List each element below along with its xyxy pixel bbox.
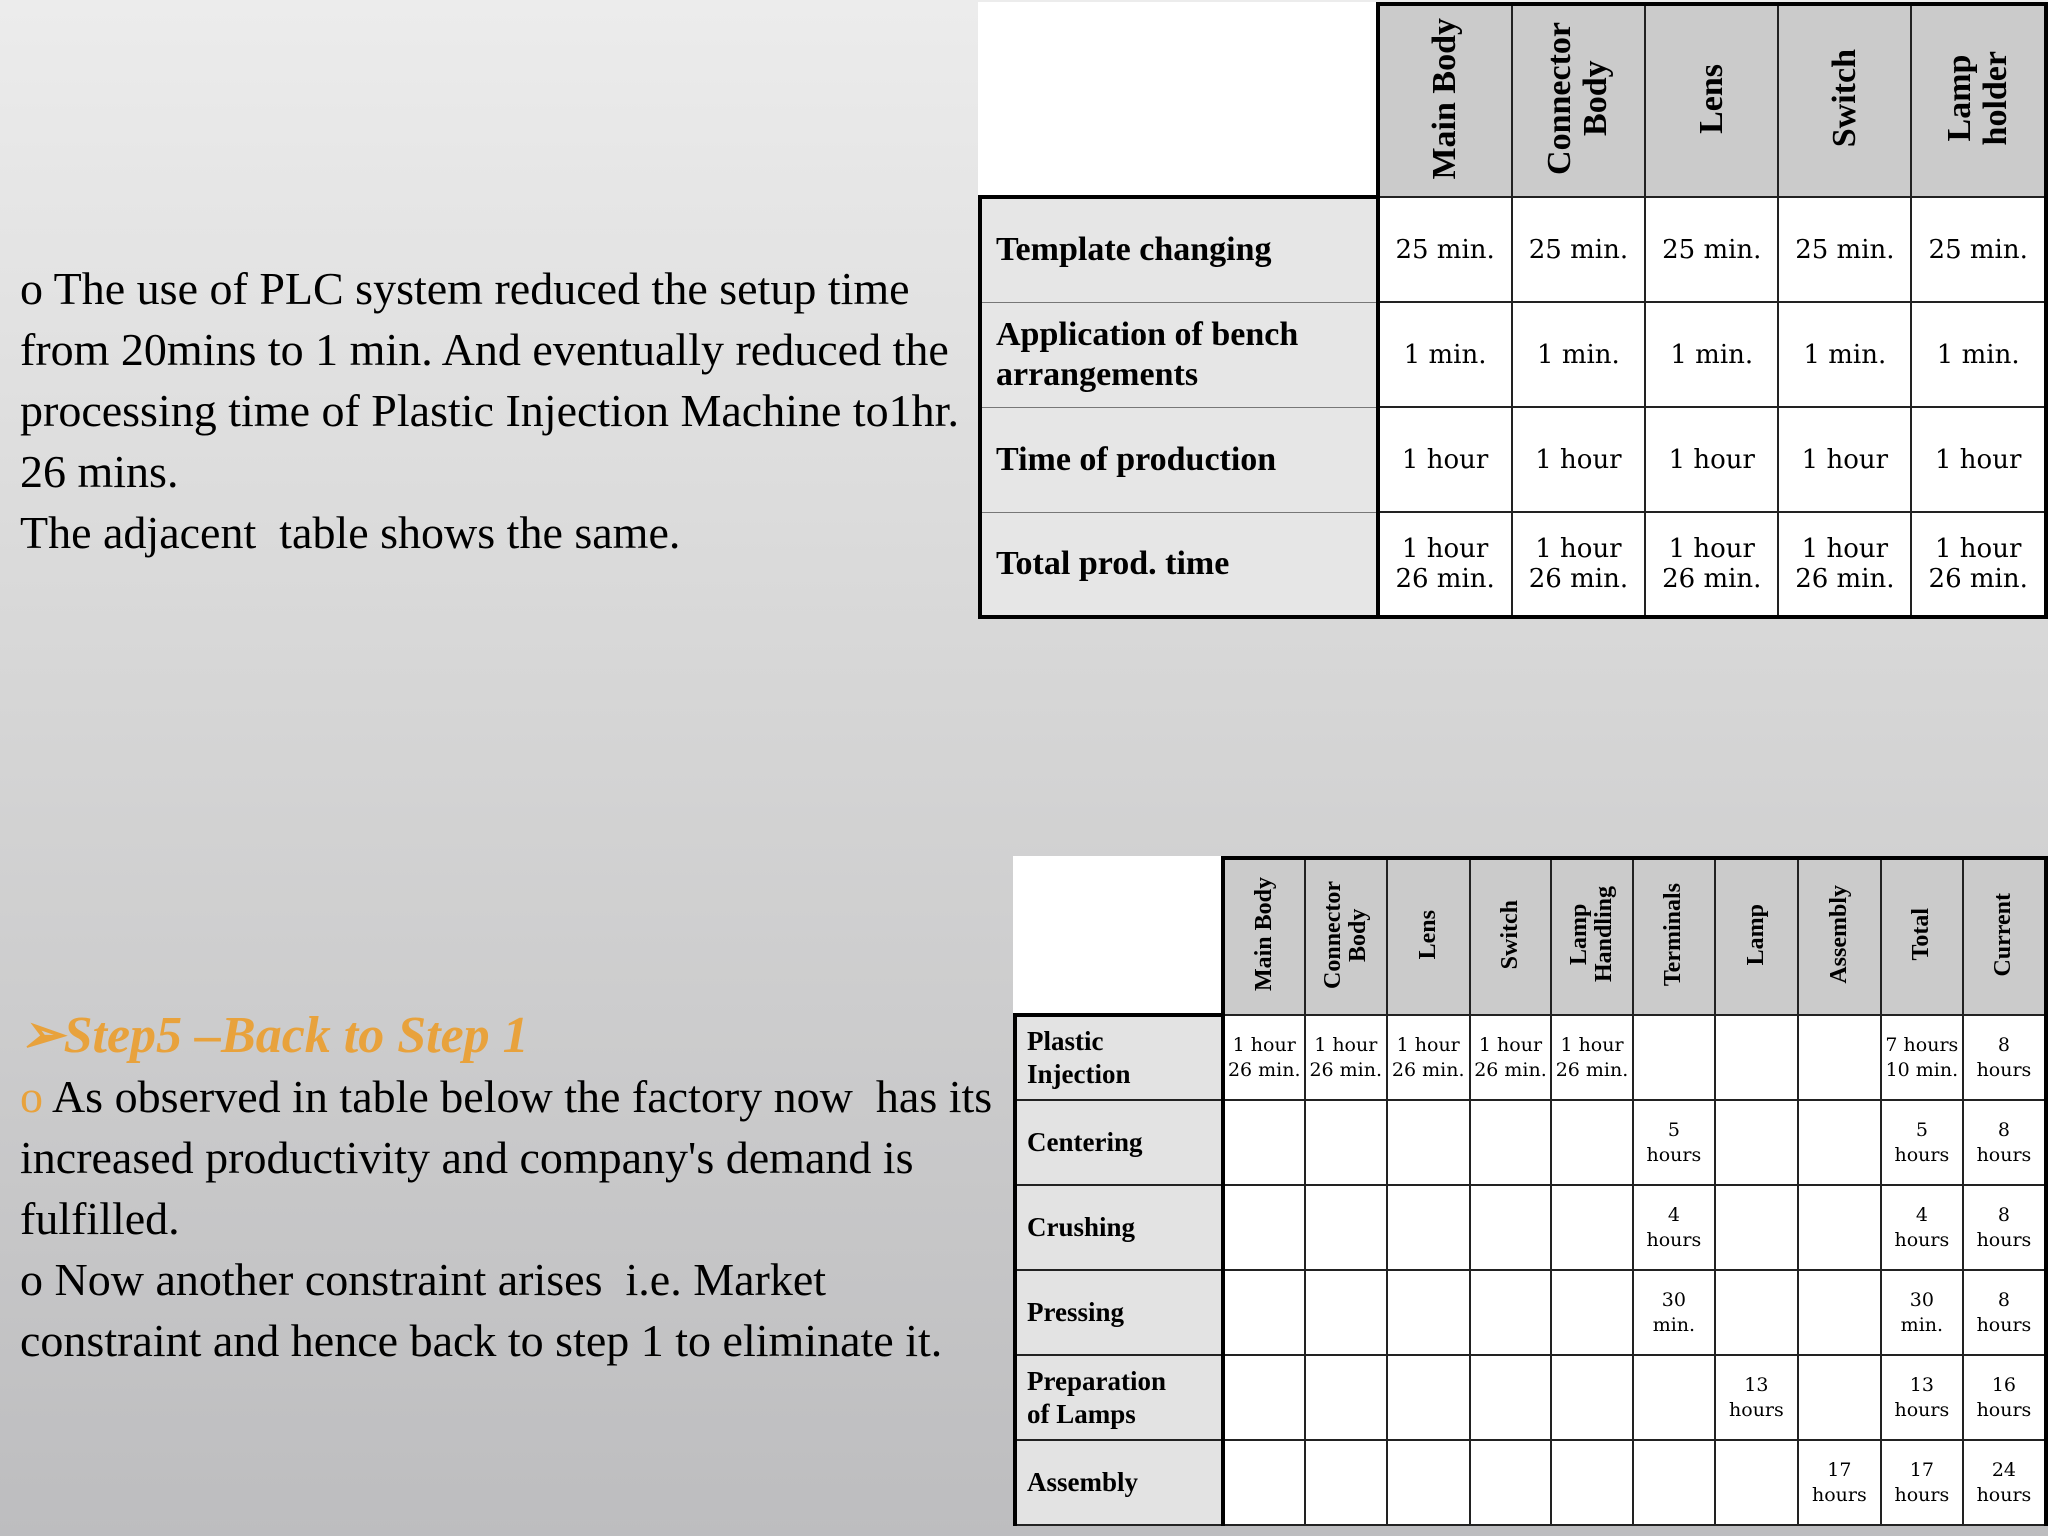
- table2-col-header: Lamp: [1715, 858, 1798, 1015]
- table1-row: [980, 407, 2046, 512]
- step5-text: [20, 1005, 1004, 1371]
- table2-cell: [1223, 1355, 1305, 1440]
- table2-row: [1015, 1100, 2046, 1185]
- table2-cell: [1305, 1355, 1387, 1440]
- table1-cell: 1 min.: [1645, 302, 1778, 407]
- table2-cell: [1633, 1355, 1715, 1440]
- table2-cell: 1 hour 26 min.: [1387, 1015, 1470, 1100]
- table2-cell: [1715, 1440, 1798, 1525]
- table2-row-header: Centering: [1015, 1100, 1223, 1185]
- table1-cell: 1 hour 26 min.: [1911, 512, 2046, 617]
- table2-row: [1015, 1015, 2046, 1100]
- table1-cell: 25 min.: [1911, 197, 2046, 302]
- table2-cell: 8 hours: [1963, 1185, 2046, 1270]
- step5-para2-text: Now another constraint arises i.e. Market constraint and hence back to step 1 to eliminate it.: [20, 1254, 943, 1366]
- table2-cell: [1633, 1015, 1715, 1100]
- table2-cell: [1305, 1185, 1387, 1270]
- table2-cell: [1798, 1355, 1881, 1440]
- table2-cell: [1798, 1100, 1881, 1185]
- table1-row-header: Total prod. time: [980, 512, 1378, 617]
- table2-cell: 1 hour 26 min.: [1551, 1015, 1633, 1100]
- table1-row: [980, 197, 2046, 302]
- table2-row: [1015, 1355, 2046, 1440]
- table1-row: [980, 302, 2046, 407]
- table2-cell: [1223, 1185, 1305, 1270]
- table1-cell: 25 min.: [1512, 197, 1646, 302]
- table2-cell: 4 hours: [1881, 1185, 1963, 1270]
- table2-cell: [1715, 1015, 1798, 1100]
- table2-cell: [1223, 1270, 1305, 1355]
- table2-cell: [1470, 1185, 1551, 1270]
- table2-cell: 1 hour 26 min.: [1305, 1015, 1387, 1100]
- table1-cell: 1 min.: [1378, 302, 1512, 407]
- table1-cell: 25 min.: [1378, 197, 1512, 302]
- table1-row-header: Template changing: [980, 197, 1378, 302]
- table2-cell: [1305, 1100, 1387, 1185]
- table2-cell: 17 hours: [1881, 1440, 1963, 1525]
- bullet-icon: o: [20, 263, 43, 314]
- table2-cell: [1223, 1100, 1305, 1185]
- table1-col-header: Switch: [1778, 4, 1911, 197]
- table1-cell: 1 hour: [1512, 407, 1646, 512]
- table1-cell: 1 hour: [1378, 407, 1512, 512]
- table2-cell: [1715, 1185, 1798, 1270]
- step5-title: Step5 –Back to Step 1: [63, 1007, 529, 1064]
- table1-row: [980, 512, 2046, 617]
- table1-cell: 1 min.: [1512, 302, 1646, 407]
- table2-cell: 17 hours: [1798, 1440, 1881, 1525]
- bullet-icon: o: [20, 1071, 43, 1122]
- table2-cell: [1387, 1355, 1470, 1440]
- table2-col-header: Lens: [1387, 858, 1470, 1015]
- table2-col-header: Main Body: [1223, 858, 1305, 1015]
- table2-cell: 8 hours: [1963, 1015, 2046, 1100]
- step5-paragraph-2: [20, 1249, 1000, 1371]
- table2-row: [1015, 1440, 2046, 1525]
- table2-cell: 7 hours 10 min.: [1881, 1015, 1963, 1100]
- table1-cell: 1 hour: [1645, 407, 1778, 512]
- intro-line-2: The adjacent table shows the same.: [20, 507, 681, 558]
- table2-row-header: Crushing: [1015, 1185, 1223, 1270]
- table2-cell: [1551, 1270, 1633, 1355]
- step5-heading: [20, 1005, 1000, 1066]
- table2-row: [1015, 1270, 2046, 1355]
- table2-cell: [1551, 1440, 1633, 1525]
- table2-cell: [1798, 1185, 1881, 1270]
- table2-cell: [1387, 1100, 1470, 1185]
- intro-paragraph: [20, 258, 970, 502]
- table2-cell: 8 hours: [1963, 1270, 2046, 1355]
- table2-cell: [1551, 1100, 1633, 1185]
- table2-col-header: Connector Body: [1305, 858, 1387, 1015]
- table1-cell: 1 hour: [1778, 407, 1911, 512]
- table2-cell: 8 hours: [1963, 1100, 2046, 1185]
- table2-row: [1015, 1185, 2046, 1270]
- table1-corner: [980, 4, 1378, 197]
- table2-cell: 5 hours: [1881, 1100, 1963, 1185]
- table1-col-header: Main Body: [1378, 4, 1512, 197]
- arrow-bullet-icon: ➢: [20, 1007, 64, 1064]
- table2-cell: 30 min.: [1881, 1270, 1963, 1355]
- table2-cell: [1715, 1270, 1798, 1355]
- setup-time-table: [978, 2, 2048, 619]
- table2-col-header: Total: [1881, 858, 1963, 1015]
- table2-cell: [1798, 1270, 1881, 1355]
- table1-cell: 1 hour: [1911, 407, 2046, 512]
- table1-col-header: Lens: [1645, 4, 1778, 197]
- bullet-icon: o: [20, 1254, 43, 1305]
- step5-paragraph-1: [20, 1066, 1004, 1249]
- table1-cell: 1 hour 26 min.: [1512, 512, 1646, 617]
- table2-cell: [1387, 1440, 1470, 1525]
- table2-col-header: Assembly: [1798, 858, 1881, 1015]
- table2-cell: 5 hours: [1633, 1100, 1715, 1185]
- table2-cell: [1470, 1440, 1551, 1525]
- table2-corner: [1015, 858, 1223, 1015]
- table2-cell: 1 hour 26 min.: [1223, 1015, 1305, 1100]
- table2-cell: [1715, 1100, 1798, 1185]
- table1-cell: 1 hour 26 min.: [1778, 512, 1911, 617]
- table2-cell: [1305, 1440, 1387, 1525]
- table2-cell: [1305, 1270, 1387, 1355]
- table2-col-header: Terminals: [1633, 858, 1715, 1015]
- table2-cell: 13 hours: [1881, 1355, 1963, 1440]
- table2-row-header: Pressing: [1015, 1270, 1223, 1355]
- table1-cell: 25 min.: [1778, 197, 1911, 302]
- table2-cell: 24 hours: [1963, 1440, 2046, 1525]
- table2-cell: [1798, 1015, 1881, 1100]
- table1-cell: 1 min.: [1778, 302, 1911, 407]
- table2-cell: [1470, 1100, 1551, 1185]
- table2-cell: [1387, 1270, 1470, 1355]
- table1-row-header: Application of bench arrangements: [980, 302, 1378, 407]
- table2-cell: 30 min.: [1633, 1270, 1715, 1355]
- table1-col-header: Connector Body: [1512, 4, 1646, 197]
- intro-line-1: The use of PLC system reduced the setup time from 20mins to 1 min. And eventually reduced the processing time of Plastic Injection Machine to1hr. 26 mins.: [20, 263, 971, 497]
- table2-col-header: Current: [1963, 858, 2046, 1015]
- table2-cell: 1 hour 26 min.: [1470, 1015, 1551, 1100]
- step5-para1-text: As observed in table below the factory now has its increased productivity and company's demand is fulfilled.: [20, 1071, 1004, 1244]
- table1-cell: 25 min.: [1645, 197, 1778, 302]
- table2-cell: [1470, 1355, 1551, 1440]
- table2-row-header: Assembly: [1015, 1440, 1223, 1525]
- table2-row-header: Plastic Injection: [1015, 1015, 1223, 1100]
- table1-col-header: Lamp holder: [1911, 4, 2046, 197]
- table2-cell: 13 hours: [1715, 1355, 1798, 1440]
- table1-row-header: Time of production: [980, 407, 1378, 512]
- table1-cell: 1 hour 26 min.: [1645, 512, 1778, 617]
- table2-cell: [1470, 1270, 1551, 1355]
- table1-header-row: [980, 4, 2046, 197]
- table1-cell: 1 hour 26 min.: [1378, 512, 1512, 617]
- table2-cell: 16 hours: [1963, 1355, 2046, 1440]
- table2-col-header: Lamp Handling: [1551, 858, 1633, 1015]
- table2-cell: [1633, 1440, 1715, 1525]
- intro-text: [20, 258, 970, 563]
- table2-cell: [1223, 1440, 1305, 1525]
- table2-col-header: Switch: [1470, 858, 1551, 1015]
- table2-cell: 4 hours: [1633, 1185, 1715, 1270]
- table2-header-row: [1015, 858, 2046, 1015]
- production-time-table: [1013, 856, 2048, 1526]
- table2-cell: [1387, 1185, 1470, 1270]
- table2-row-header: Preparation of Lamps: [1015, 1355, 1223, 1440]
- table2-cell: [1551, 1355, 1633, 1440]
- table2-cell: [1551, 1185, 1633, 1270]
- table1-cell: 1 min.: [1911, 302, 2046, 407]
